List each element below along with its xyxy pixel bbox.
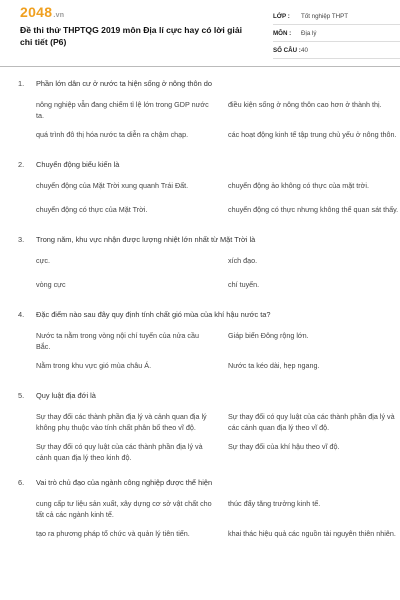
question-number: 1. (18, 79, 25, 88)
answer-options (18, 326, 390, 380)
question-stem (18, 74, 390, 95)
answer-option[interactable]: Sự thay đổi có quy luật của các thành phần địa lý và cảnh quan địa lý theo kinh độ. (36, 442, 203, 462)
question-number: 5. (18, 391, 25, 400)
answer-option[interactable]: điều kiện sống ở nông thôn cao hơn ở thành thị. (228, 100, 382, 109)
question-text: Chuyển động biểu kiến là (36, 160, 120, 169)
answer-option[interactable]: vòng cực (36, 280, 66, 289)
meta-row-subject (273, 25, 400, 42)
answer-options (18, 176, 399, 224)
meta-value[interactable]: Tốt nghiệp THPT (301, 12, 349, 20)
meta-row-count (273, 42, 400, 59)
question-6 (18, 473, 396, 548)
answer-option[interactable]: Sự thay đổi có quy luật của các thành phần địa lý và các cảnh quan địa lý theo vĩ độ. (228, 412, 395, 432)
answer-option[interactable]: tạo ra phương pháp tổ chức và quản lý tiên tiến. (36, 529, 190, 538)
question-list (18, 74, 399, 554)
answer-option[interactable]: chuyển động có thực của Mặt Trời. (36, 205, 148, 214)
answer-option[interactable]: thúc đẩy tăng trưởng kinh tế. (228, 499, 321, 508)
answer-options (18, 407, 395, 467)
site-logo[interactable] (20, 4, 64, 20)
question-2 (18, 155, 399, 224)
question-3 (18, 230, 390, 299)
logo-suffix: .vn (53, 12, 65, 19)
question-text: Quy luật địa đới là (36, 391, 96, 400)
meta-label: LỚP : (273, 12, 290, 20)
header (18, 0, 390, 62)
logo-text: 2048 (20, 4, 53, 20)
question-stem (18, 386, 390, 407)
answer-option[interactable]: chuyển động có thực nhưng không thể quan sát thấy. (228, 205, 399, 214)
answer-option[interactable]: Nước ta nằm trong vòng nội chí tuyến của nửa cầu Bắc. (36, 331, 199, 351)
answer-option[interactable]: Giáp biển Đông rộng lớn. (228, 331, 309, 340)
answer-option[interactable]: khai thác hiệu quả các nguồn tài nguyên thiên nhiên. (228, 529, 396, 538)
answer-option[interactable]: Nước ta kéo dài, hẹp ngang. (228, 361, 320, 370)
question-text: Phần lớn dân cư ở nước ta hiện sống ở nông thôn do (36, 79, 212, 88)
answer-option[interactable]: cực. (36, 256, 50, 265)
question-stem (18, 305, 390, 326)
answer-option[interactable]: các hoạt động kinh tế tập trung chủ yếu ở nông thôn. (228, 130, 397, 139)
question-text: Trong năm, khu vực nhận được lượng nhiệt lớn nhất từ Mặt Trời là (36, 235, 256, 244)
exam-title: Đề thi thử THPTQG 2019 môn Địa lí cực hay có lời giải chi tiết (P6) (20, 25, 242, 47)
question-number: 3. (18, 235, 25, 244)
question-5 (18, 386, 395, 467)
question-stem (18, 230, 390, 251)
answer-option[interactable]: chuyển động ảo không có thực của mặt trời. (228, 181, 369, 190)
meta-row-grade (273, 8, 400, 25)
question-stem (18, 473, 390, 494)
header-divider (0, 66, 400, 67)
answer-option[interactable]: quá trình đô thị hóa nước ta diễn ra chậm chạp. (36, 130, 189, 139)
exam-meta (273, 8, 400, 59)
meta-label: MÔN : (273, 29, 292, 37)
question-1 (18, 74, 397, 149)
answer-option[interactable]: Sự thay đổi các thành phần địa lý và cảnh quan địa lý không phụ thuộc vào tính chất phân bố theo vĩ độ. (36, 412, 207, 432)
answer-options (18, 95, 397, 149)
meta-label: SỐ CÂU : (273, 46, 301, 54)
answer-options (18, 251, 390, 299)
question-number: 2. (18, 160, 25, 169)
question-number: 6. (18, 478, 25, 487)
meta-value[interactable]: Địa lý (301, 29, 317, 37)
answer-option[interactable]: nông nghiệp vẫn đang chiếm tỉ lệ lớn trong GDP nước ta. (36, 100, 209, 120)
question-number: 4. (18, 310, 25, 319)
question-text: Đặc điểm nào sau đây quy định tính chất gió mùa của khí hậu nước ta? (36, 310, 271, 319)
meta-value: 40 (301, 46, 308, 54)
answer-option[interactable]: Sự thay đổi của khí hậu theo vĩ độ. (228, 442, 340, 451)
question-text: Vai trò chủ đạo của ngành công nghiệp được thể hiện (36, 478, 213, 487)
answer-option[interactable]: Nằm trong khu vực gió mùa châu Á. (36, 361, 152, 370)
question-4 (18, 305, 390, 380)
answer-option[interactable]: cung cấp tư liệu sản xuất, xây dựng cơ sở vật chất cho tất cả các ngành kinh tế. (36, 499, 212, 519)
answer-option[interactable]: chuyển động của Mặt Trời xung quanh Trái Đất. (36, 181, 189, 190)
answer-option[interactable]: chí tuyến. (228, 280, 260, 289)
question-stem (18, 155, 390, 176)
answer-option[interactable]: xích đạo. (228, 256, 258, 265)
answer-options (18, 494, 396, 548)
